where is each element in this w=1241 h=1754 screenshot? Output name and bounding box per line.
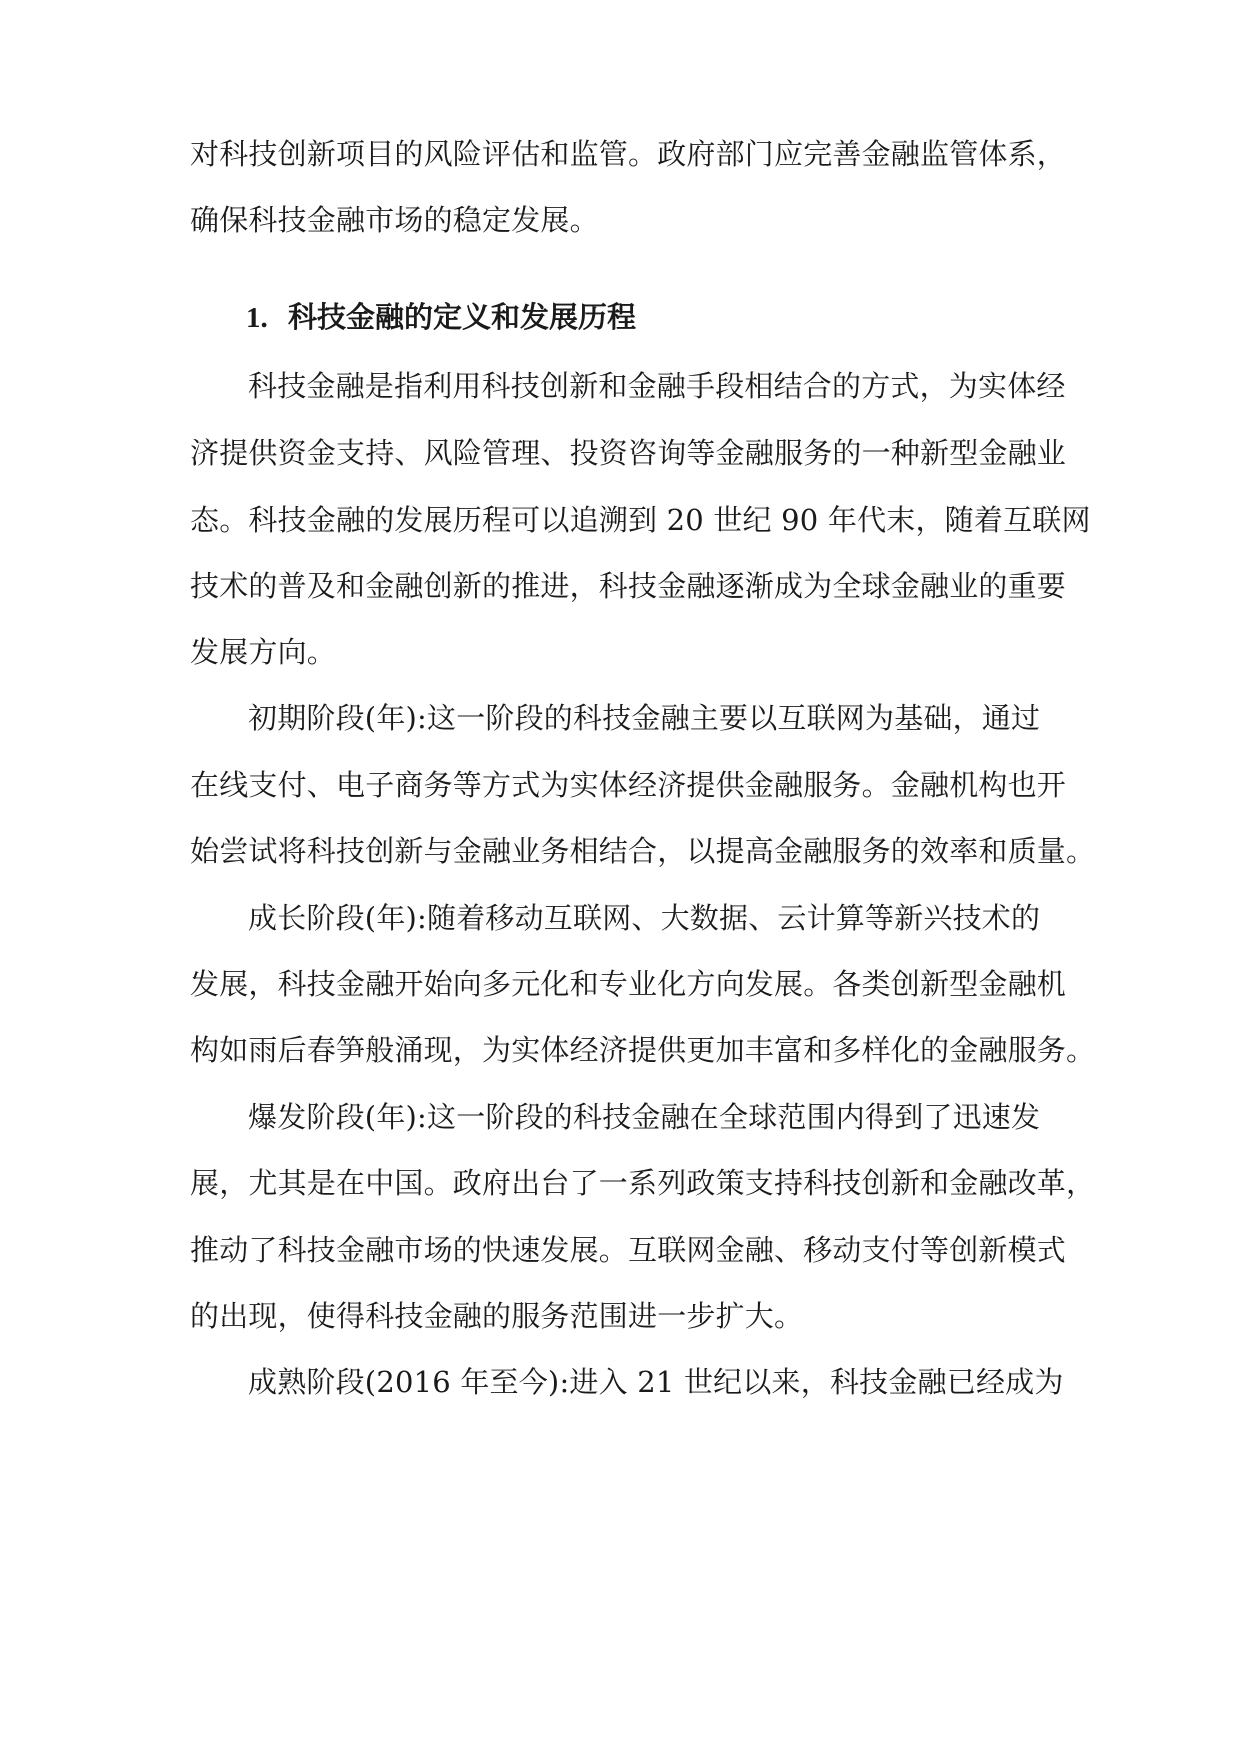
- section-number: 1.: [246, 302, 268, 334]
- text-line: 发展，科技金融开始向多元化和专业化方向发展。各类创新型金融机: [190, 967, 1067, 1001]
- text-line: 推动了科技金融市场的快速发展。互联网金融、移动支付等创新模式: [190, 1233, 1067, 1267]
- text-line: 济提供资金支持、风险管理、投资咨询等金融服务的一种新型金融业: [190, 436, 1067, 470]
- text-line: 的出现，使得科技金融的服务范围进一步扩大。: [190, 1299, 804, 1333]
- text-line: 对科技创新项目的风险评估和监管。政府部门应完善金融监管体系，: [190, 137, 1067, 171]
- section-heading: [246, 297, 636, 338]
- text-line: 构如雨后春笋般涌现，为实体经济提供更加丰富和多样化的金融服务。: [190, 1033, 1096, 1067]
- text-line: 确保科技金融市场的稳定发展。: [190, 203, 599, 237]
- text-line: 发展方向。: [190, 635, 337, 669]
- text-line: 展，尤其是在中国。政府出台了一系列政策支持科技创新和金融改革，: [190, 1166, 1096, 1200]
- text-line: 爆发阶段(年):这一阶段的科技金融在全球范围内得到了迅速发: [248, 1100, 1041, 1134]
- section-title: 科技金融的定义和发展历程: [288, 300, 637, 334]
- text-line: 科技金融是指利用科技创新和金融手段相结合的方式，为实体经: [248, 369, 1066, 403]
- text-line: 成长阶段(年):随着移动互联网、大数据、云计算等新兴技术的: [248, 901, 1041, 935]
- text-line: 始尝试将科技创新与金融业务相结合，以提高金融服务的效率和质量。: [190, 834, 1096, 868]
- text-line: 态。科技金融的发展历程可以追溯到 20 世纪 90 年代末，随着互联网: [190, 503, 1091, 537]
- text-line: 初期阶段(年):这一阶段的科技金融主要以互联网为基础，通过: [248, 701, 1041, 735]
- text-line: 成熟阶段(2016 年至今):进入 21 世纪以来，科技金融已经成为: [248, 1365, 1064, 1399]
- text-line: 技术的普及和金融创新的推进，科技金融逐渐成为全球金融业的重要: [190, 569, 1067, 603]
- text-line: 在线支付、电子商务等方式为实体经济提供金融服务。金融机构也开: [190, 768, 1067, 802]
